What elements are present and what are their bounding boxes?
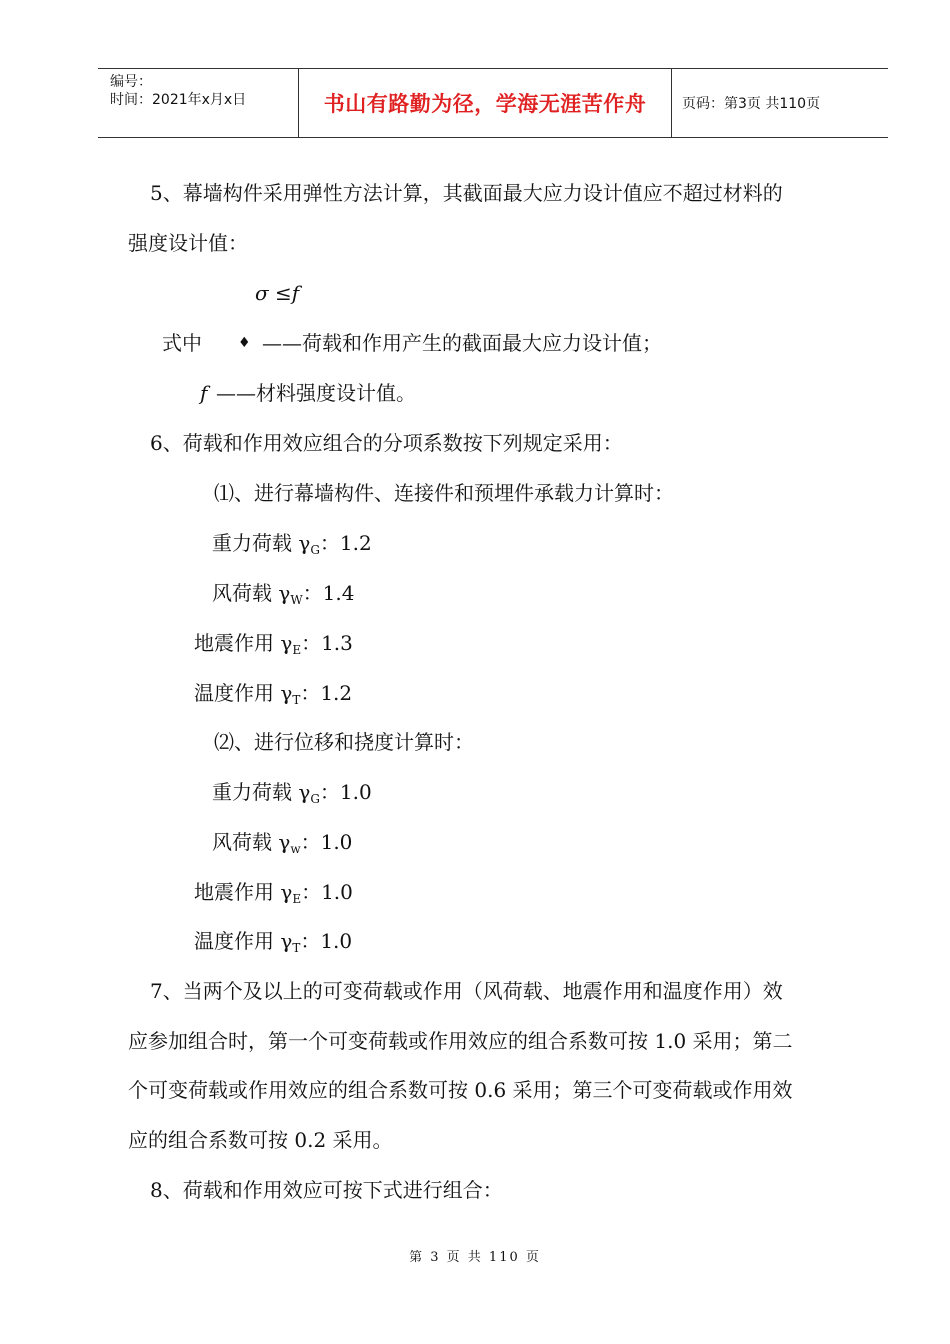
coef-value: ：1.0 <box>301 880 353 904</box>
coef-label: 重力荷载 γ <box>212 531 311 555</box>
paragraph-7-line-4: 应的组合系数可按 0.2 采用。 <box>128 1128 393 1152</box>
paragraph-6: 6、荷载和作用效应组合的分项系数按下列规定采用： <box>150 431 623 455</box>
coef-value: ：1.2 <box>300 681 353 705</box>
coef-value: ：1.0 <box>300 830 353 854</box>
coef-subscript: E <box>292 892 302 906</box>
code-label: 编号： <box>110 74 152 90</box>
header-page-cell <box>672 69 888 137</box>
page-footer: 第 3 页 共 110 页 <box>409 1250 541 1265</box>
coef-label: 风荷载 γ <box>212 581 291 605</box>
coef-subscript: T <box>292 693 301 707</box>
f-symbol: f <box>200 381 208 405</box>
paragraph-5-line-1: 5、幕墙构件采用弹性方法计算，其截面最大应力设计值应不超过材料的 <box>150 181 783 205</box>
paragraph-7-line-3: 个可变荷载或作用效应的组合系数可按 0.6 采用；第三个可变荷载或作用效 <box>128 1078 793 1102</box>
coef-value: ：1.2 <box>319 531 372 555</box>
time-label: 时间：2021年x月x日 <box>110 92 247 108</box>
sigma-bullet: ♦ <box>238 335 251 351</box>
coef-value: ：1.0 <box>319 780 372 804</box>
paragraph-5-line-2: 强度设计值： <box>128 231 248 255</box>
coef-label: 重力荷载 γ <box>212 780 311 804</box>
page-header <box>98 68 888 138</box>
page-label: 页码：第3页 共110页 <box>682 96 821 112</box>
case2-seismic <box>194 879 353 908</box>
coef-label: 地震作用 γ <box>194 880 293 904</box>
coef-value: ：1.3 <box>301 631 353 655</box>
case2-wind <box>212 829 352 858</box>
coef-label: 温度作用 γ <box>194 929 293 953</box>
coef-label: 风荷载 γ <box>212 830 291 854</box>
paragraph-7-line-2: 应参加组合时，第一个可变荷载或作用效应的组合系数可按 1.0 采用；第二 <box>128 1029 793 1053</box>
sigma-description: ——荷载和作用产生的截面最大应力设计值； <box>262 331 662 355</box>
paragraph-8: 8、荷载和作用效应可按下式进行组合： <box>150 1178 503 1202</box>
case1-temperature <box>194 680 352 709</box>
case1-seismic <box>194 630 353 659</box>
coef-label: 温度作用 γ <box>194 681 293 705</box>
coef-subscript: T <box>292 941 301 955</box>
coef-label: 地震作用 γ <box>194 631 293 655</box>
case2-temperature <box>194 928 352 957</box>
case-1-heading: ⑴、进行幕墙构件、连接件和预埋件承载力计算时： <box>214 481 674 505</box>
coef-subscript: w <box>290 842 301 856</box>
case1-wind <box>212 580 354 609</box>
coef-subscript: E <box>292 643 302 657</box>
coef-subscript: G <box>310 792 320 806</box>
case-2-heading: ⑵、进行位移和挠度计算时： <box>214 730 474 754</box>
formula: σ ≤f <box>255 281 300 305</box>
paragraph-7-line-1: 7、当两个及以上的可变荷载或作用（风荷载、地震作用和温度作用）效 <box>150 979 783 1003</box>
coef-subscript: W <box>290 593 303 607</box>
case2-gravity <box>212 779 372 808</box>
motto: 书山有路勤为径，学海无涯苦作舟 <box>323 92 647 116</box>
header-motto-cell <box>299 69 672 137</box>
f-description: ——材料强度设计值。 <box>216 381 416 405</box>
header-meta <box>98 69 299 137</box>
where-label: 式中 <box>162 331 202 355</box>
case1-gravity <box>212 530 372 559</box>
coef-value: ：1.4 <box>302 581 355 605</box>
coef-subscript: G <box>310 543 320 557</box>
coef-value: ：1.0 <box>300 929 353 953</box>
